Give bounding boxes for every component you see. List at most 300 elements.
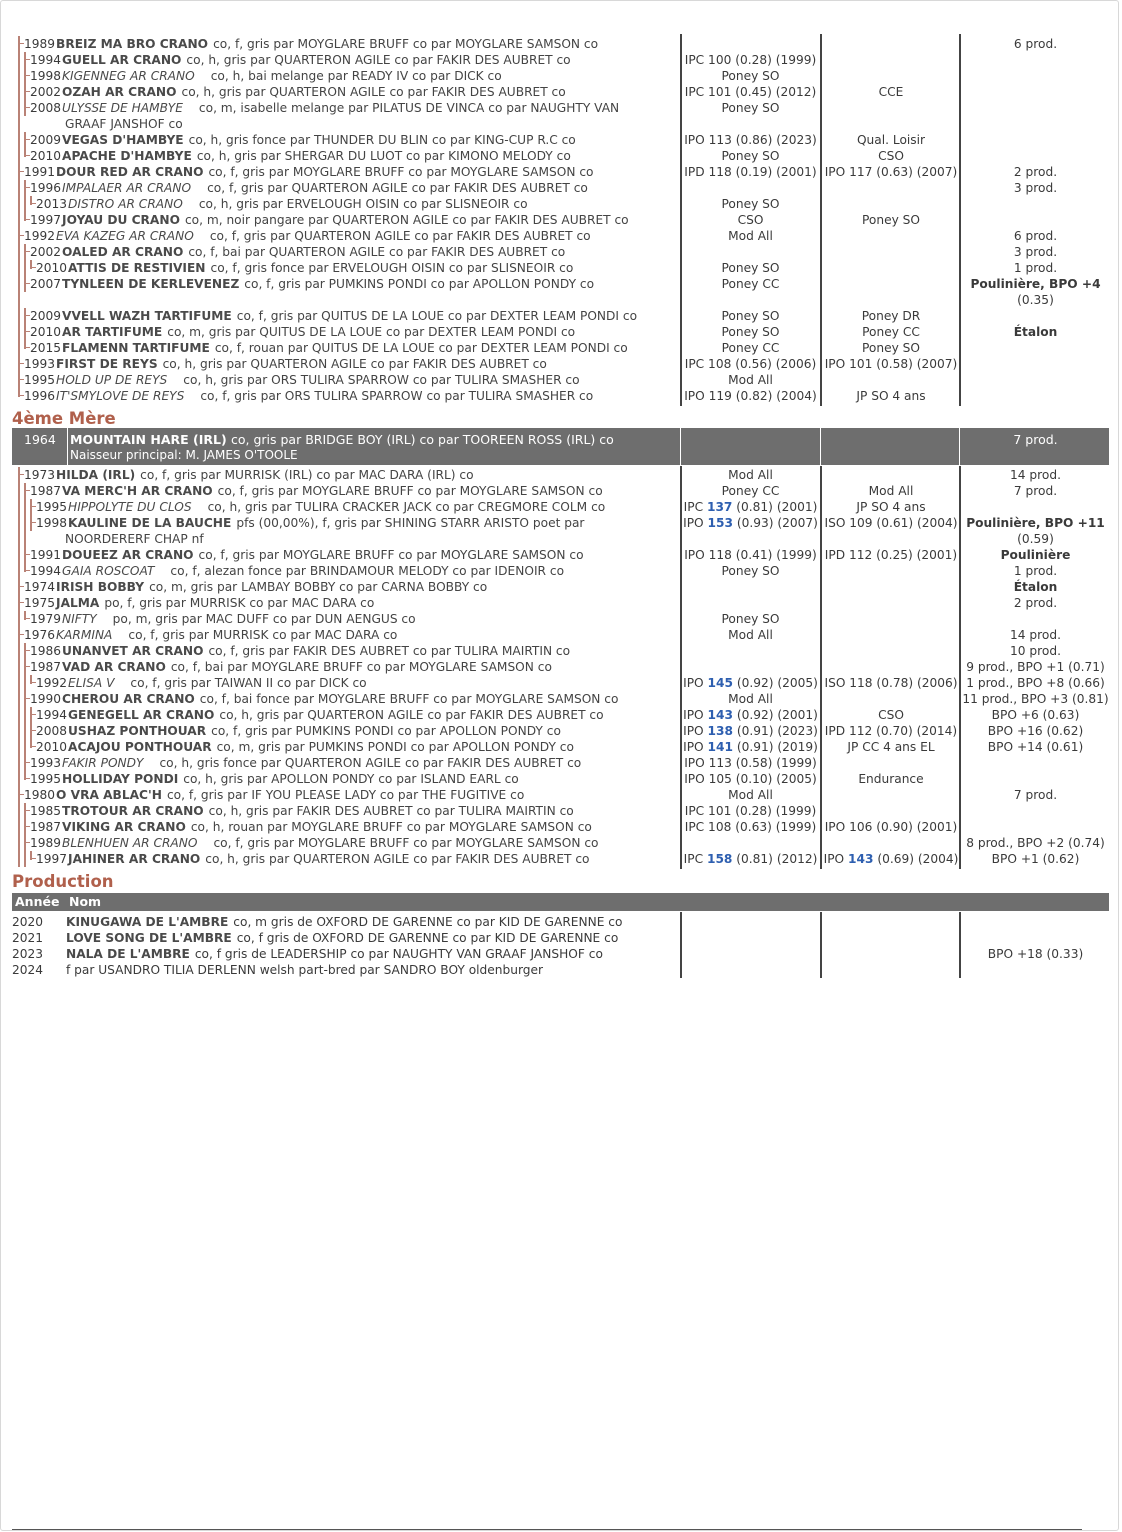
- horse-name: O VRA ABLAC'H: [56, 788, 162, 802]
- horse-name: DOUEEZ AR CRANO: [62, 548, 194, 562]
- horse-name: VVELL WAZH TARTIFUME: [62, 309, 232, 323]
- production-cell: 9 prod., BPO +1 (0.71): [966, 660, 1105, 674]
- production-cell: Poulinière: [1000, 548, 1071, 562]
- horse-description: co, h, gris par SHERGAR DU LUOT co par KIMONO MELODY co: [196, 149, 571, 163]
- birth-year: 1994: [30, 53, 62, 67]
- production-cell: 14 prod.: [1010, 628, 1061, 642]
- discipline-cell: CCE: [878, 85, 904, 99]
- horse-cell: [12, 196, 680, 212]
- column-divider: [959, 912, 961, 978]
- horse-cell: [12, 180, 680, 196]
- horse-name: KIGENNEG AR CRANO: [62, 69, 195, 83]
- lineage-connector: [18, 292, 23, 308]
- horse-description: co, m, gris par QUITUS DE LA LOUE co par DEXTER LEAM PONDI co: [167, 325, 576, 339]
- band-divider: [67, 428, 68, 465]
- birth-year: 2007: [30, 277, 62, 291]
- lineage-connector: [18, 308, 23, 324]
- production-cell: 7 prod.: [1013, 788, 1058, 802]
- production-year: 2023: [12, 947, 44, 961]
- horse-cell: [12, 36, 680, 52]
- horse-description: co, f, gris par FAKIR DES AUBRET co par TULIRA MAIRTIN co: [208, 644, 571, 658]
- lineage-connector: [18, 771, 23, 787]
- index-cell: IPO 143 (0.92) (2001): [683, 708, 818, 722]
- birth-year: 1976: [24, 628, 56, 642]
- production-row: [12, 914, 1109, 930]
- band-divider: [959, 428, 960, 465]
- birth-year: 1989: [24, 37, 56, 51]
- horse-cell: [12, 675, 680, 691]
- birth-year: 2010: [30, 149, 62, 163]
- lineage-connector: [30, 515, 35, 531]
- production-cell: 1 prod.: [1013, 564, 1058, 578]
- index-cell: Poney SO: [721, 309, 780, 323]
- horse-cell: [12, 132, 680, 148]
- horse-name: NIFTY: [62, 612, 97, 626]
- lineage-connector: [18, 707, 23, 723]
- index-cell: IPO 119 (0.82) (2004): [684, 389, 817, 403]
- horse-description: po, m, gris par MAC DUFF co par DUN AENGUS co: [112, 612, 416, 626]
- lineage-connector: [24, 132, 29, 148]
- index-cell: Poney SO: [721, 69, 780, 83]
- horse-description: co, h, gris par QUARTERON AGILE co par FAKIR DES AUBRET co: [186, 53, 571, 67]
- m4_rows-row: [12, 563, 1109, 579]
- production-row: [12, 962, 1109, 978]
- horse-description: co, f, bai par MOYGLARE BRUFF co par MOYGLARE SAMSON co: [170, 660, 552, 674]
- fam_rows-row: [12, 260, 1109, 276]
- horse-name: OZAH AR CRANO: [62, 85, 177, 99]
- index-cell: Poney CC: [721, 341, 780, 355]
- lineage-connector: [18, 276, 23, 292]
- horse-name: JALMA: [56, 596, 100, 610]
- lineage-connector: [18, 52, 23, 68]
- column-divider: [680, 34, 682, 406]
- production-cell: 8 prod., BPO +2 (0.74): [966, 836, 1105, 850]
- horse-description: co, f, gris par MOYGLARE BRUFF co par MOYGLARE SAMSON co: [213, 836, 599, 850]
- index-cell: IPO 113 (0.86) (2023): [684, 133, 817, 147]
- m4_rows-row: [12, 611, 1109, 627]
- horse-cell: [12, 627, 680, 643]
- index-cell: Mod All: [728, 468, 773, 482]
- horse-name: BLENHUEN AR CRANO: [62, 836, 198, 850]
- fam_rows-row: [12, 68, 1109, 84]
- horse-name: UNANVET AR CRANO: [62, 644, 204, 658]
- production-cell: BPO +1 (0.62): [991, 852, 1080, 866]
- index-cell: IPO 145 (0.92) (2005): [683, 676, 818, 690]
- horse-description: po, f, gris par MURRISK co par MAC DARA co: [104, 596, 375, 610]
- horse-cell: [12, 228, 680, 244]
- production-year: 2020: [12, 915, 44, 929]
- horse-description-continued: NOORDERERF CHAP nf: [65, 532, 204, 546]
- m4_rows-row: [12, 499, 1109, 515]
- discipline-cell: CSO: [878, 708, 904, 722]
- birth-year: 1992: [36, 676, 68, 690]
- lineage-connector: [18, 515, 23, 531]
- lineage-connector: [24, 148, 29, 157]
- lineage-connector: [18, 100, 23, 116]
- horse-cell: [12, 276, 680, 292]
- lineage-connector: [18, 372, 23, 388]
- lineage-connector: [24, 691, 29, 707]
- horse-description: co, h, gris fonce par THUNDER DU BLIN co par KING-CUP R.C co: [188, 133, 576, 147]
- lineage-connector: [24, 851, 29, 867]
- production-cell: BPO +6 (0.63): [991, 708, 1080, 722]
- production-description: co, m gris de OXFORD DE GARENNE co par KID DE GARENNE co: [233, 915, 623, 929]
- lineage-connector: [24, 483, 29, 499]
- birth-year: 2010: [30, 325, 62, 339]
- horse-description: co, f, alezan fonce par BRINDAMOUR MELODY co par IDENOIR co: [170, 564, 565, 578]
- fam_rows-row: [12, 100, 1109, 116]
- discipline-cell: ISO 109 (0.61) (2004): [824, 516, 958, 530]
- production-description: f par USANDRO TILIA DERLENN welsh part-bred par SANDRO BOY oldenburger: [66, 963, 543, 977]
- mother-header-band: [12, 428, 1109, 465]
- production-cell: Poulinière, BPO +4: [970, 277, 1101, 291]
- horse-cell: [12, 819, 680, 835]
- mother-year: 1964: [24, 432, 56, 447]
- horse-description: co, f, gris par MOYGLARE BRUFF co par MOYGLARE SAMSON co: [217, 484, 603, 498]
- index-cell: IPC 158 (0.81) (2012): [683, 852, 818, 866]
- production-cell: (0.59): [1017, 532, 1054, 546]
- m4_rows-row: [12, 515, 1109, 531]
- horse-cell: [12, 851, 680, 867]
- index-cell: Poney SO: [721, 197, 780, 211]
- index-cell: Poney SO: [721, 101, 780, 115]
- m4_rows-row: [12, 723, 1109, 739]
- discipline-cell: Poney SO: [861, 341, 920, 355]
- horse-cell: [12, 164, 680, 180]
- production-cell: Poulinière, BPO +11: [966, 516, 1105, 530]
- m4_rows-row: [12, 675, 1109, 691]
- index-cell: Poney SO: [721, 564, 780, 578]
- page-bottom-rule: [12, 1529, 1082, 1530]
- horse-cell: [12, 100, 680, 116]
- birth-year: 1975: [24, 596, 56, 610]
- horse-cell: [12, 308, 680, 324]
- fam_rows-row: [12, 132, 1109, 148]
- lineage-connector: [18, 835, 23, 851]
- horse-cell: [12, 148, 680, 164]
- m4_rows-row: [12, 707, 1109, 723]
- lineage-connector: [18, 148, 23, 164]
- lineage-connector: [24, 547, 29, 563]
- m4_rows-row: [12, 691, 1109, 707]
- horse-cell: [12, 324, 680, 340]
- birth-year: 1997: [36, 852, 68, 866]
- horse-description: co, f, gris par IF YOU PLEASE LADY co par THE FUGITIVE co: [166, 788, 525, 802]
- index-cell: IPO 113 (0.58) (1999): [684, 756, 817, 770]
- production-cell: Étalon: [1013, 325, 1058, 339]
- birth-year: 1993: [30, 756, 62, 770]
- lineage-connector: [24, 68, 29, 84]
- lineage-connector: [18, 723, 23, 739]
- lineage-connector: [18, 212, 23, 228]
- horse-name: USHAZ PONTHOUAR: [68, 724, 207, 738]
- horse-description: co, f, bai fonce par MOYGLARE BRUFF co par MOYGLARE SAMSON co: [199, 692, 619, 706]
- birth-year: 2009: [30, 309, 62, 323]
- birth-year: 2009: [30, 133, 62, 147]
- birth-year: 2015: [30, 341, 62, 355]
- birth-year: 1995: [24, 373, 56, 387]
- m4_rows-row: [12, 819, 1109, 835]
- discipline-cell: IPD 112 (0.70) (2014): [824, 724, 958, 738]
- lineage-connector: [18, 627, 23, 643]
- fam_rows-row: [12, 148, 1109, 164]
- lineage-connector: [18, 611, 23, 627]
- lineage-connector: [24, 531, 29, 547]
- index-cell: IPC 108 (0.63) (1999): [684, 820, 817, 834]
- index-cell: Mod All: [728, 628, 773, 642]
- birth-year: 1997: [30, 213, 62, 227]
- lineage-connector: [24, 324, 29, 340]
- lineage-connector: [18, 164, 23, 180]
- lineage-connector: [24, 819, 29, 835]
- production-name: LOVE SONG DE L'AMBRE: [66, 931, 232, 945]
- birth-year: 1992: [24, 229, 56, 243]
- birth-year: 1991: [24, 165, 56, 179]
- production-col-year: Année: [15, 894, 60, 909]
- index-cell: IPC 101 (0.45) (2012): [684, 85, 817, 99]
- lineage-connector: [24, 308, 29, 324]
- lineage-connector: [18, 36, 23, 52]
- horse-cell: [12, 52, 680, 68]
- production-header-band: [12, 893, 1109, 911]
- horse-cell: [12, 292, 680, 308]
- birth-year: 1987: [30, 820, 62, 834]
- lineage-connector: [18, 755, 23, 771]
- lineage-connector: [30, 675, 35, 684]
- index-cell: Mod All: [728, 229, 773, 243]
- fam_rows-row: [12, 196, 1109, 212]
- index-cell: Poney CC: [721, 484, 780, 498]
- horse-cell: [12, 547, 680, 563]
- discipline-cell: Poney CC: [862, 325, 920, 339]
- horse-name: TROTOUR AR CRANO: [62, 804, 204, 818]
- lineage-connector: [24, 675, 29, 691]
- discipline-cell: Endurance: [858, 772, 924, 786]
- horse-cell: [12, 835, 680, 851]
- fam_rows-row: [12, 212, 1109, 228]
- horse-name: HOLLIDAY PONDI: [62, 772, 179, 786]
- discipline-cell: JP SO 4 ans: [856, 389, 926, 403]
- m4_rows-row: [12, 755, 1109, 771]
- horse-description: co, h, gris par TULIRA CRACKER JACK co par CREGMORE COLM co: [207, 500, 606, 514]
- index-cell: Poney SO: [721, 261, 780, 275]
- m4_rows-row: [12, 851, 1109, 867]
- production-cell: 14 prod.: [1010, 468, 1061, 482]
- horse-cell: [12, 691, 680, 707]
- production-cell: 6 prod.: [1013, 229, 1058, 243]
- lineage-connector: [18, 531, 23, 547]
- lineage-connector: [18, 356, 23, 372]
- birth-year: 1993: [24, 357, 56, 371]
- fam_rows-row: [12, 388, 1109, 404]
- production-cell: Étalon: [1013, 580, 1058, 594]
- column-divider: [959, 466, 961, 869]
- lineage-connector: [18, 787, 23, 803]
- horse-description: co, h, gris par QUARTERON AGILE co par FAKIR DES AUBRET co: [181, 85, 566, 99]
- horse-cell: [12, 579, 680, 595]
- band-divider: [820, 428, 821, 465]
- production-cell: 11 prod., BPO +3 (0.81): [962, 692, 1109, 706]
- birth-year: 2008: [36, 724, 68, 738]
- column-divider: [820, 466, 822, 869]
- horse-name: DISTRO AR CRANO: [68, 197, 183, 211]
- horse-name: ATTIS DE RESTIVIEN: [68, 261, 206, 275]
- horse-name: FLAMENN TARTIFUME: [62, 341, 210, 355]
- horse-name: IRISH BOBBY: [56, 580, 145, 594]
- lineage-connector: [18, 819, 23, 835]
- horse-cell: [12, 659, 680, 675]
- index-cell: IPC 101 (0.28) (1999): [684, 804, 817, 818]
- lineage-connector: [18, 340, 23, 356]
- index-cell: IPO 138 (0.91) (2023): [683, 724, 818, 738]
- lineage-connector: [18, 803, 23, 819]
- discipline-cell: IPO 117 (0.63) (2007): [824, 165, 958, 179]
- horse-cell: [12, 244, 680, 260]
- lineage-connector: [18, 691, 23, 707]
- lineage-connector: [18, 388, 23, 397]
- horse-name: HOLD UP DE REYS: [56, 373, 168, 387]
- horse-name: GENEGELL AR CRANO: [68, 708, 215, 722]
- lineage-connector: [30, 851, 35, 860]
- production-row: [12, 946, 1109, 962]
- lineage-connector: [18, 84, 23, 100]
- lineage-connector: [18, 675, 23, 691]
- lineage-connector: [18, 499, 23, 515]
- horse-name: ULYSSE DE HAMBYE: [62, 101, 183, 115]
- lineage-connector: [18, 180, 23, 196]
- horse-name: IMPALAER AR CRANO: [62, 181, 192, 195]
- fam_rows-row: [12, 228, 1109, 244]
- birth-year: 1985: [30, 804, 62, 818]
- horse-description: co, f, gris par PUMKINS PONDI co par APOLLON PONDY co: [244, 277, 595, 291]
- horse-cell: [12, 212, 680, 228]
- lineage-connector: [30, 260, 35, 269]
- column-divider: [680, 912, 682, 978]
- horse-description: co, f, gris par QUARTERON AGILE co par FAKIR DES AUBRET co: [207, 181, 588, 195]
- lineage-connector: [24, 723, 29, 739]
- discipline-cell: ISO 118 (0.78) (2006): [824, 676, 958, 690]
- production-cell: 10 prod.: [1010, 644, 1061, 658]
- horse-description: co, f, gris par TAIWAN II co par DICK co: [130, 676, 367, 690]
- horse-name: AR TARTIFUME: [62, 325, 163, 339]
- lineage-connector: [18, 563, 23, 579]
- horse-cell: [12, 467, 680, 483]
- m4_rows-row: [12, 531, 1109, 547]
- lineage-connector: [24, 180, 29, 196]
- birth-year: 1995: [36, 500, 68, 514]
- production-col-name: Nom: [69, 894, 102, 909]
- lineage-connector: [18, 260, 23, 276]
- lineage-connector: [24, 739, 29, 755]
- horse-cell: [12, 739, 680, 755]
- lineage-connector: [18, 739, 23, 755]
- birth-year: 2013: [36, 197, 68, 211]
- production-description: co, f gris de LEADERSHIP co par NAUGHTY VAN GRAAF JANSHOF co: [194, 947, 603, 961]
- birth-year: 1996: [30, 181, 62, 195]
- birth-year: 1979: [30, 612, 62, 626]
- horse-cell: [12, 116, 680, 132]
- index-cell: Poney SO: [721, 325, 780, 339]
- m4_rows-row: [12, 595, 1109, 611]
- horse-cell: [12, 563, 680, 579]
- birth-year: 1990: [30, 692, 62, 706]
- lineage-connector: [18, 467, 23, 483]
- fam_rows-row: [12, 372, 1109, 388]
- fam_rows-row: [12, 52, 1109, 68]
- index-cell: IPO 153 (0.93) (2007): [683, 516, 818, 530]
- horse-name: DOUR RED AR CRANO: [56, 165, 204, 179]
- horse-cell: [12, 755, 680, 771]
- birth-year: 1986: [30, 644, 62, 658]
- fam_rows-row: [12, 36, 1109, 52]
- production-cell: 1 prod., BPO +8 (0.66): [966, 676, 1105, 690]
- m4_rows-row: [12, 739, 1109, 755]
- index-cell: IPC 137 (0.81) (2001): [683, 500, 818, 514]
- horse-description: co, h, gris par ORS TULIRA SPARROW co par TULIRA SMASHER co: [183, 373, 580, 387]
- index-cell: Mod All: [728, 373, 773, 387]
- birth-year: 1996: [24, 389, 56, 403]
- birth-year: 2008: [30, 101, 62, 115]
- horse-name: VEGAS D'HAMBYE: [62, 133, 184, 147]
- m4_rows-row: [12, 579, 1109, 595]
- lineage-connector: [18, 659, 23, 675]
- lineage-connector: [24, 260, 29, 276]
- index-cell: IPD 118 (0.19) (2001): [684, 165, 817, 179]
- fam_rows-row: [12, 308, 1109, 324]
- horse-description: co, f, gris par QUITUS DE LA LOUE co par DEXTER LEAM PONDI co: [236, 309, 638, 323]
- section-title-4eme-mere: 4ème Mère: [12, 409, 116, 428]
- horse-cell: [12, 68, 680, 84]
- discipline-cell: Poney DR: [861, 309, 921, 323]
- fam_rows-row: [12, 356, 1109, 372]
- lineage-connector: [24, 84, 29, 100]
- lineage-connector: [18, 595, 23, 611]
- production-name: KINUGAWA DE L'AMBRE: [66, 915, 229, 929]
- horse-description: co, h, gris par QUARTERON AGILE co par FAKIR DES AUBRET co: [162, 357, 547, 371]
- horse-name: JAHINER AR CRANO: [68, 852, 201, 866]
- horse-name: FIRST DE REYS: [56, 357, 158, 371]
- lineage-connector: [30, 196, 35, 205]
- section-title-production: Production: [12, 872, 114, 891]
- discipline-cell: IPO 143 (0.69) (2004): [823, 852, 959, 866]
- production-year: 2024: [12, 963, 44, 977]
- horse-name: HIPPOLYTE DU CLOS: [68, 500, 192, 514]
- lineage-connector: [24, 707, 29, 723]
- horse-description: co, f, bai par QUARTERON AGILE co par FAKIR DES AUBRET co: [188, 245, 566, 259]
- lineage-connector: [18, 68, 23, 84]
- discipline-cell: CSO: [878, 149, 904, 163]
- horse-cell: [12, 803, 680, 819]
- production-cell: (0.35): [1017, 293, 1054, 307]
- horse-description: co, f, gris par MURRISK (IRL) co par MAC DARA (IRL) co: [140, 468, 474, 482]
- index-cell: IPO 118 (0.41) (1999): [684, 548, 817, 562]
- index-cell: Poney SO: [721, 612, 780, 626]
- lineage-connector: [24, 563, 29, 572]
- horse-cell: [12, 356, 680, 372]
- lineage-connector: [30, 499, 35, 515]
- horse-name: HILDA (IRL): [56, 468, 136, 482]
- band-divider: [680, 428, 681, 465]
- lineage-connector: [24, 52, 29, 68]
- production-row: [12, 930, 1109, 946]
- birth-year: 2002: [30, 85, 62, 99]
- fam_rows-row: [12, 276, 1109, 292]
- lineage-connector: [24, 659, 29, 675]
- fam_rows-row: [12, 180, 1109, 196]
- horse-name: GAIA ROSCOAT: [62, 564, 155, 578]
- column-divider: [959, 34, 961, 406]
- horse-description: co, f, gris par MOYGLARE BRUFF co par MOYGLARE SAMSON co: [198, 548, 584, 562]
